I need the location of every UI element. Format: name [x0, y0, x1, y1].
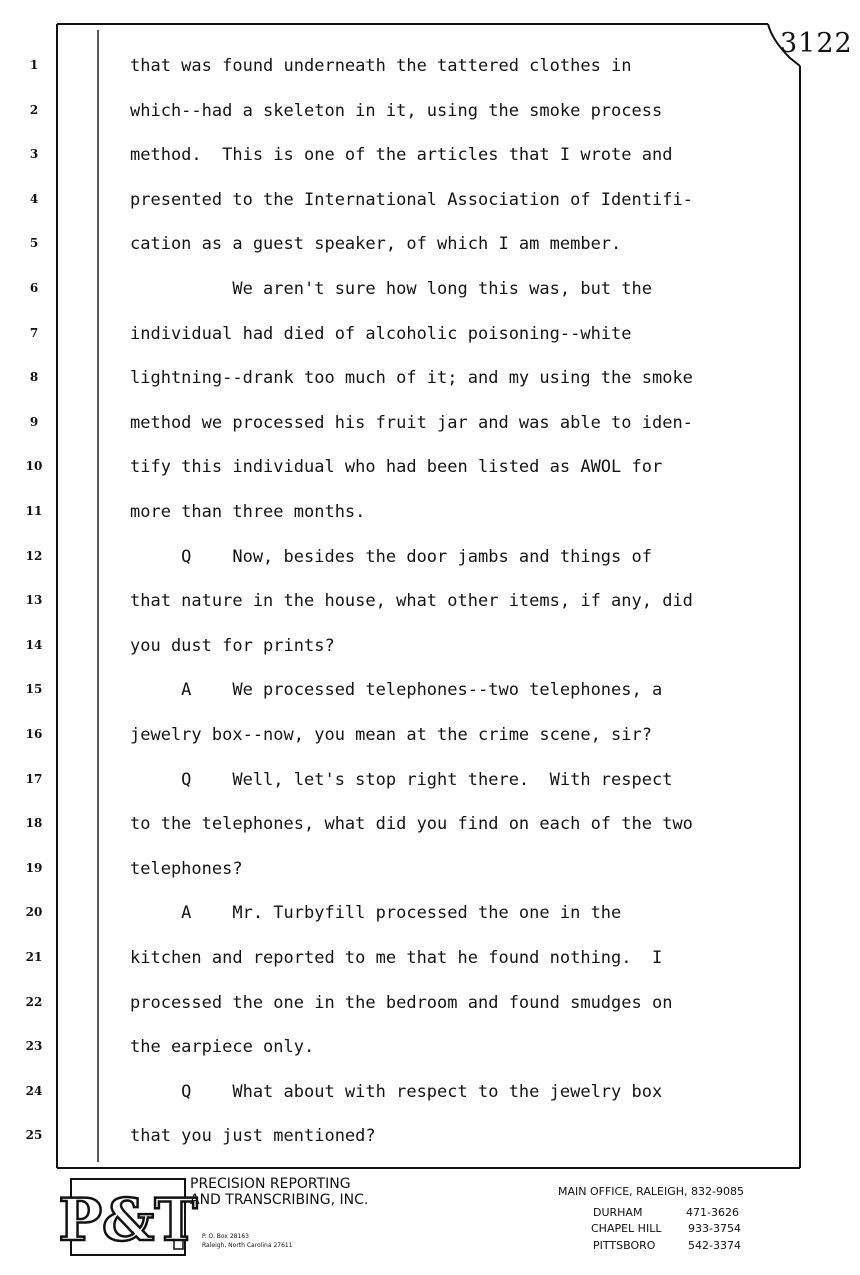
page-number: 3122	[780, 28, 853, 59]
company-address	[202, 1232, 293, 1250]
office-phone: 542-3374	[688, 1239, 741, 1252]
city-address: Raleigh, North Carolina 27611	[202, 1242, 293, 1249]
transcript-line: Q Now, besides the door jambs and things of	[130, 547, 652, 567]
line-number: 25	[25, 1128, 43, 1142]
office-phone: 471-3626	[686, 1206, 739, 1219]
line-number: 19	[25, 861, 43, 875]
transcript-line: which--had a skeleton in it, using the smoke process	[130, 101, 663, 121]
transcript-line: method. This is one of the articles that I wrote and	[130, 145, 673, 165]
transcript-line: telephones?	[130, 859, 243, 879]
office-city: PITTSBORO	[593, 1239, 656, 1252]
transcript-line: Q Well, let's stop right there. With respect	[130, 770, 673, 790]
line-number: 13	[25, 593, 43, 607]
transcript-line: that you just mentioned?	[130, 1126, 376, 1146]
transcript-line: kitchen and reported to me that he found nothing. I	[130, 948, 663, 968]
line-number: 21	[25, 950, 43, 964]
line-number: 2	[29, 103, 39, 117]
line-number: 24	[25, 1084, 43, 1098]
line-number: 23	[25, 1039, 43, 1053]
transcript-line: lightning--drank too much of it; and my using the smoke	[130, 368, 693, 388]
transcript-line: presented to the International Association of Identifi-	[130, 190, 693, 210]
transcript-line: Q What about with respect to the jewelry box	[130, 1082, 663, 1102]
transcript-line: individual had died of alcoholic poisoning--white	[130, 324, 632, 344]
line-number: 8	[29, 370, 39, 384]
line-number: 6	[29, 281, 39, 295]
line-number: 20	[25, 905, 43, 919]
pt-logo	[58, 1178, 198, 1256]
line-number: 15	[25, 682, 43, 696]
transcript-line: processed the one in the bedroom and found smudges on	[130, 993, 673, 1013]
line-number: 22	[25, 995, 43, 1009]
transcript-line: that nature in the house, what other items, if any, did	[130, 591, 693, 611]
transcript-line: to the telephones, what did you find on each of the two	[130, 814, 693, 834]
transcript-line: more than three months.	[130, 502, 366, 522]
transcript-line: A Mr. Turbyfill processed the one in the	[130, 903, 622, 923]
line-number: 3	[29, 147, 39, 161]
transcript-line: cation as a guest speaker, of which I am member.	[130, 234, 622, 254]
company-name	[190, 1176, 368, 1208]
transcript-line: jewelry box--now, you mean at the crime scene, sir?	[130, 725, 652, 745]
po-box: P. O. Box 28163	[202, 1233, 249, 1240]
transcript-line: tify this individual who had been listed as AWOL for	[130, 457, 663, 477]
line-number: 18	[25, 816, 43, 830]
line-number: 1	[29, 58, 39, 72]
line-number: 14	[25, 638, 43, 652]
line-number: 17	[25, 772, 43, 786]
line-number: 4	[29, 192, 39, 206]
office-city: DURHAM	[593, 1206, 643, 1219]
company-line-1: PRECISION REPORTING	[190, 1176, 351, 1192]
line-number: 5	[29, 236, 39, 250]
company-line-2: AND TRANSCRIBING, INC.	[190, 1192, 369, 1208]
line-number: 16	[25, 727, 43, 741]
office-city: CHAPEL HILL	[591, 1222, 662, 1235]
main-office: MAIN OFFICE, RALEIGH, 832-9085	[558, 1185, 744, 1198]
office-phone: 933-3754	[688, 1222, 741, 1235]
line-number: 12	[25, 549, 43, 563]
line-number: 11	[25, 504, 43, 518]
transcript-line: the earpiece only.	[130, 1037, 315, 1057]
transcript-line: We aren't sure how long this was, but the	[130, 279, 652, 299]
transcript-line: that was found underneath the tattered clothes in	[130, 56, 632, 76]
line-number: 10	[25, 459, 43, 473]
line-number: 7	[29, 326, 39, 340]
transcript-line: A We processed telephones--two telephones, a	[130, 680, 663, 700]
line-number: 9	[29, 415, 39, 429]
transcript-line: method we processed his fruit jar and was able to iden-	[130, 413, 693, 433]
logo-lettering: P&T	[58, 1186, 198, 1254]
transcript-line: you dust for prints?	[130, 636, 335, 656]
